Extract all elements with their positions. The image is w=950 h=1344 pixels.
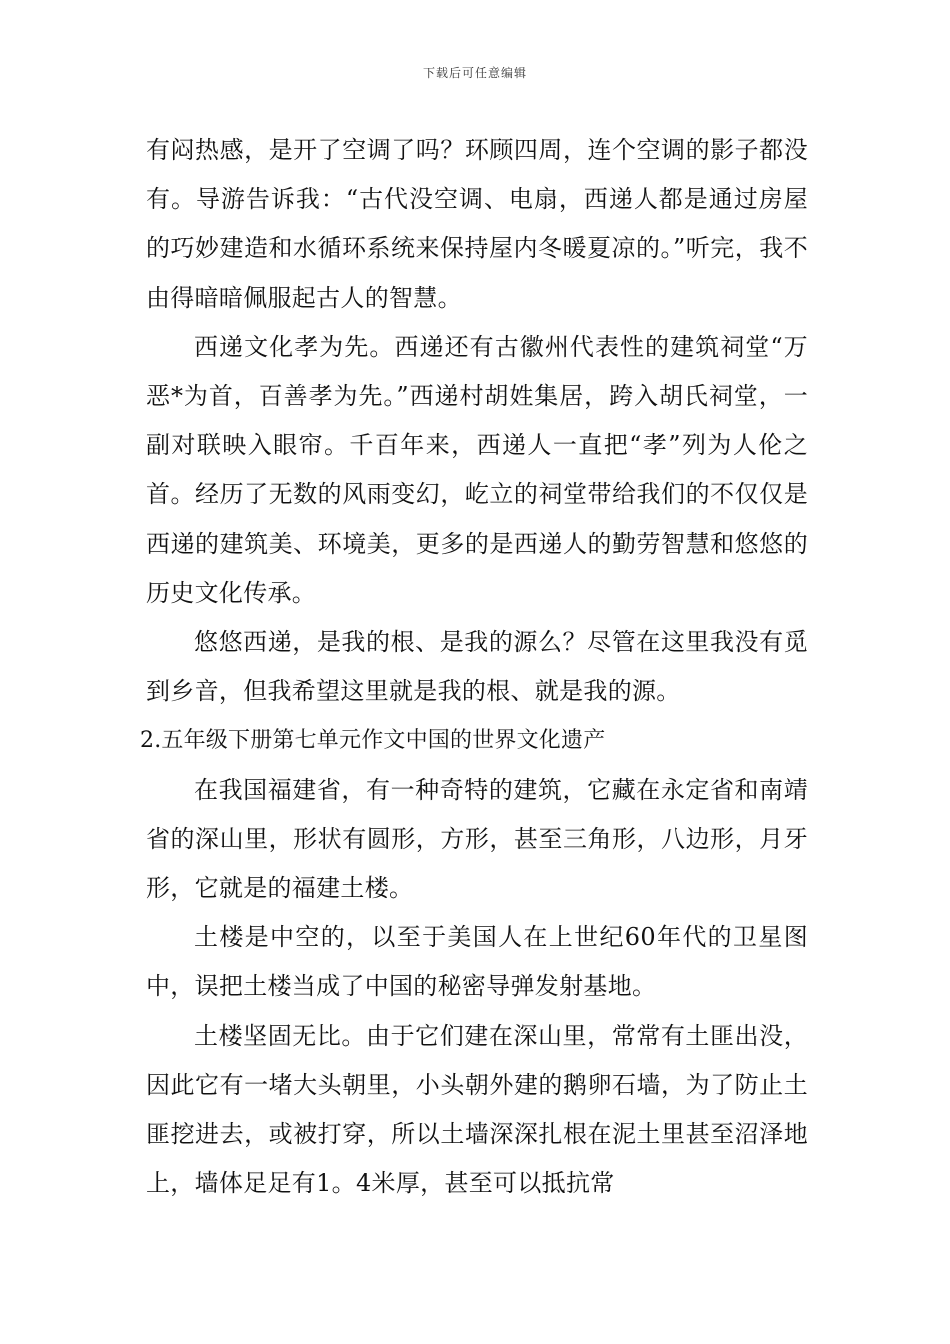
document-body: [140, 126, 808, 1208]
paragraph: 西递文化孝为先。西递还有古徽州代表性的建筑祠堂“万恶*为首，百善孝为先。”西递村胡姓集居，跨入胡氏祠堂，一副对联映入眼帘。千百年来，西递人一直把“孝”列为人伦之首。经历了无数的风雨变幻，屹立的祠堂带给我们的不仅仅是西递的建筑美、环境美，更多的是西递人的勤劳智慧和悠悠的历史文化传承。: [146, 332, 808, 607]
paragraph: 土楼坚固无比。由于它们建在深山里，常常有土匪出没，因此它有一堵大头朝里，小头朝外建的鹅卵石墙，为了防止土匪挖进去，或被打穿，所以土墙深深扎根在泥土里甚至沼泽地上，墙体足足有1。4米厚，甚至可以抵抗常: [146, 1021, 808, 1198]
section-heading: 2.五年级下册第七单元作文中国的世界文化遗产: [140, 728, 606, 754]
paragraph: 悠悠西递，是我的根、是我的源么？尽管在这里我没有觅到乡音，但我希望这里就是我的根、就是我的源。: [146, 628, 808, 706]
paragraph: 有闷热感，是开了空调了吗？环顾四周，连个空调的影子都没有。导游告诉我：“古代没空调、电扇，西递人都是通过房屋的巧妙建造和水循环系统来保持屋内冬暖夏凉的。”听完，我不由得暗暗佩服起古人的智慧。: [146, 136, 808, 312]
page-header: 下载后可任意编辑: [422, 66, 527, 80]
paragraph: 土楼是中空的，以至于美国人在上世纪60年代的卫星图中，误把土楼当成了中国的秘密导弹发射基地。: [146, 923, 808, 1001]
paragraph: 在我国福建省，有一种奇特的建筑，它藏在永定省和南靖省的深山里，形状有圆形，方形，甚至三角形，八边形，月牙形，它就是的福建土楼。: [146, 775, 808, 903]
